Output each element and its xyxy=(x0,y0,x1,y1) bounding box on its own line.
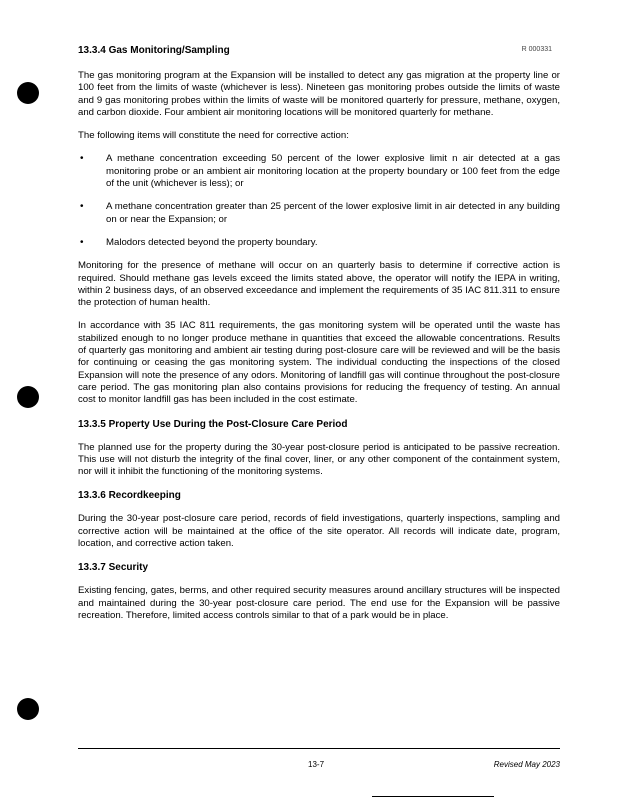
paragraph-gas-program: The gas monitoring program at the Expansion will be installed to detect any gas migration at the property line or 100 feet from the limits of waste (whichever is less). Nineteen gas monitoring probes outside the limits of waste and 9 gas monitoring probes within the limits of waste will be monitored quarterly for pressure, methane, oxygen, and carbon dioxide. Four ambient air monitoring locations will be monitored quarterly for methane. xyxy=(78,70,560,118)
paragraph-methane-monitoring: Monitoring for the presence of methane will occur on an quarterly basis to determine if corrective action is required. Should methane gas levels exceed the limits stated above, the operator will notify the IEPA in writing, within 2 business days, of an observed exceedance and implement the requirements of 35 IAC 811.311 to ensure the protection of human health. xyxy=(78,260,560,309)
list-item: • A methane concentration greater than 25 percent of the lower explosive limit in air detected in any building on or near the Expansion; or xyxy=(80,201,560,225)
paragraph-iac-requirements: In accordance with 35 IAC 811 requirements, the gas monitoring system will be operated until the waste has stabilized enough to no longer produce methane in quantities that exceed the allowable concentrations. Results of quarterly gas monitoring and ambient air testing during post-closure care will be reviewed and will be the basis for continuing or ceasing the gas monitoring system. The individual conducting the inspections of the closed Expansion will note the presence of any odors. Monitoring of landfill gas will continue throughout the post-closure care period. The gas monitoring plan also contains provisions for reducing the frequency of testing. An annual cost to monitor landfill gas has been included in the cost estimate. xyxy=(78,320,560,406)
bates-number: R 000331 xyxy=(521,46,552,53)
paragraph-security: Existing fencing, gates, berms, and other required security measures around ancillary structures will be inspected and maintained during the 30-year post-closure care period. The end use for the Expansion will be passive recreation. Therefore, limited access controls similar to that of a park would be in place. xyxy=(78,585,560,621)
page-number: 13-7 xyxy=(308,760,325,769)
revision-date: Revised May 2023 xyxy=(493,760,560,769)
heading-recordkeeping: 13.3.6 Recordkeeping xyxy=(78,490,181,502)
bullet-icon: • xyxy=(80,236,84,248)
heading-security: 13.3.7 Security xyxy=(78,562,149,574)
punch-hole-bottom xyxy=(17,698,39,720)
paragraph-property-use: The planned use for the property during the 30-year post-closure period is anticipated to be passive recreation. This use will not disturb the integrity of the final cover, liner, or any other component of the containment system, nor will it inhibit the functioning of the monitoring systems. xyxy=(78,441,560,478)
bullet-icon: • xyxy=(80,201,84,213)
heading-property-use: 13.3.5 Property Use During the Post-Closure Care Period xyxy=(78,418,348,430)
paragraph-corrective-intro: The following items will constitute the need for corrective action: xyxy=(78,130,349,142)
corrective-action-list xyxy=(78,153,560,249)
paragraph-recordkeeping: During the 30-year post-closure care period, records of field investigations, quarterly inspections, sampling and corrective action will be maintained at the office of the site operator. All records will indicate date, program, location, and corrective action taken. xyxy=(78,513,560,550)
bullet-icon: • xyxy=(80,153,84,165)
list-item: • Malodors detected beyond the property boundary. xyxy=(80,236,318,248)
bottom-rule xyxy=(372,796,494,797)
document-page xyxy=(78,44,560,622)
list-item: • A methane concentration exceeding 50 percent of the lower explosive limit n air detected at a gas monitoring probe or an ambient air monitoring location at the property boundary or 100 feet from the edge of the unit (whichever is less); or xyxy=(80,153,560,190)
footer-divider xyxy=(78,748,560,749)
punch-hole-top xyxy=(17,82,39,104)
section-header xyxy=(78,44,560,62)
heading-gas-monitoring: 13.3.4 Gas Monitoring/Sampling xyxy=(78,45,230,56)
punch-hole-middle xyxy=(17,386,39,408)
